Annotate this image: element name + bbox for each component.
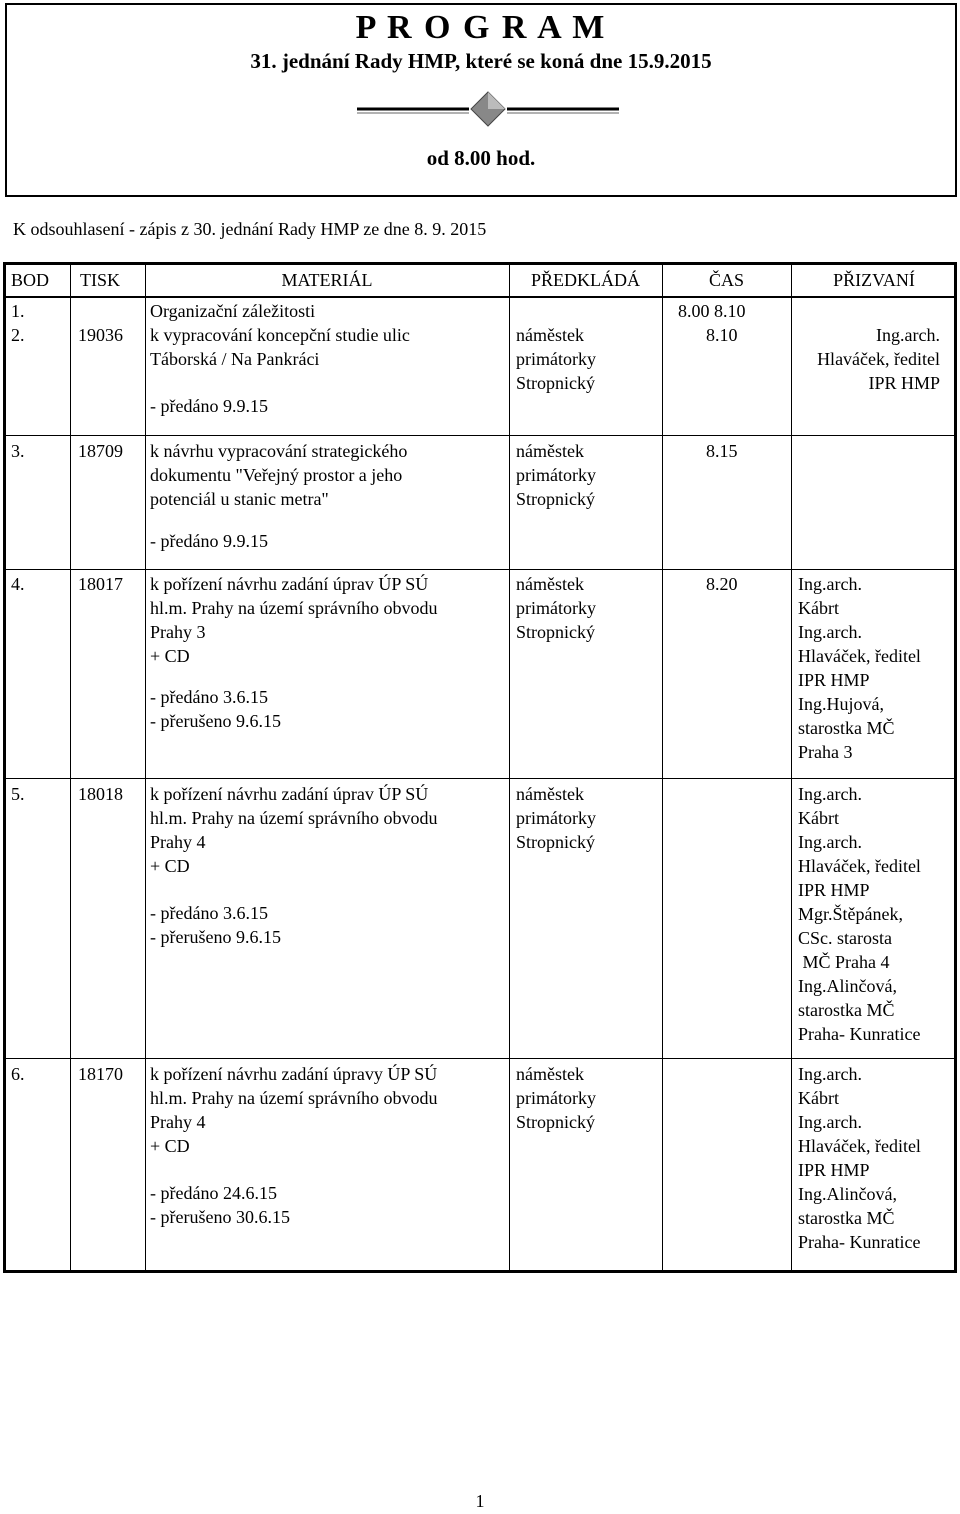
row-6-prizvani-line: Hlaváček, ředitel xyxy=(798,1136,921,1156)
row-6-handover: - předáno 24.6.15 xyxy=(150,1183,277,1203)
row-4-prizvani-line: IPR HMP xyxy=(798,670,870,690)
col-divider xyxy=(662,265,663,1270)
row-3-tisk: 18709 xyxy=(78,441,123,461)
row-2-cas: 8.10 xyxy=(706,325,738,345)
row-6-material-line: Prahy 4 xyxy=(150,1112,206,1132)
row-4-prizvani-line: Ing.Hujová, xyxy=(798,694,884,714)
program-header xyxy=(5,3,957,197)
row-4-prizvani-line: Kábrt xyxy=(798,598,839,618)
row-5-material-line: + CD xyxy=(150,856,190,876)
row-6-tisk: 18170 xyxy=(78,1064,123,1084)
row-5-predklada-line: primátorky xyxy=(516,808,596,828)
row-5-prizvani-line: Ing.arch. xyxy=(798,832,862,852)
row-6-prizvani-line: IPR HMP xyxy=(798,1160,870,1180)
page-number: 1 xyxy=(475,1491,485,1511)
row-5-material-line: Prahy 4 xyxy=(150,832,206,852)
meeting-subtitle: 31. jednání Rady HMP, které se koná dne 15.9.2015 xyxy=(250,49,712,73)
row-3-material-line: potenciál u stanic metra" xyxy=(150,489,329,509)
row-3-material-line: dokumentu "Veřejný prostor a jeho xyxy=(150,465,403,485)
row-4-material-line: Prahy 3 xyxy=(150,622,206,642)
row-5-prizvani-line: Hlaváček, ředitel xyxy=(798,856,921,876)
row-3-predklada-line: náměstek xyxy=(516,441,584,461)
row-2-handover: - předáno 9.9.15 xyxy=(150,396,268,416)
row-6-prizvani-line: Praha- Kunratice xyxy=(798,1232,921,1252)
row-5-tisk: 18018 xyxy=(78,784,123,804)
row-4-prizvani-line: Praha 3 xyxy=(798,742,853,762)
row-6-prizvani-line: Ing.Alinčová, xyxy=(798,1184,897,1204)
row-3-cas: 8.15 xyxy=(706,441,738,461)
row-6-prizvani-line: Kábrt xyxy=(798,1088,839,1108)
row-6-prizvani-line: Ing.arch. xyxy=(798,1112,862,1132)
row-4-prizvani-line: Ing.arch. xyxy=(798,574,862,594)
column-header-tisk: TISK xyxy=(80,270,120,290)
column-header-predklada: PŘEDKLÁDÁ xyxy=(530,270,640,290)
row-4-handover: - předáno 3.6.15 xyxy=(150,687,268,707)
program-title: P R O G R A M xyxy=(355,9,607,46)
row-6-predklada-line: náměstek xyxy=(516,1064,584,1084)
row-5-handover: - předáno 3.6.15 xyxy=(150,903,268,923)
row-5-material-line: k pořízení návrhu zadání úprav ÚP SÚ xyxy=(150,784,429,804)
row-2-prizvani-line: Ing.arch. xyxy=(876,325,940,345)
row-3-predklada-line: primátorky xyxy=(516,465,596,485)
divider-ornament xyxy=(357,90,619,128)
row-5-prizvani-line: IPR HMP xyxy=(798,880,870,900)
row-5-prizvani-line: Kábrt xyxy=(798,808,839,828)
row-2-prizvani-line: IPR HMP xyxy=(868,373,940,393)
row-5-predklada-line: náměstek xyxy=(516,784,584,804)
row-4-bod: 4. xyxy=(11,574,25,594)
header-divider xyxy=(6,296,954,298)
row-6-handover: - přerušeno 30.6.15 xyxy=(150,1207,290,1227)
column-header-prizvani: PŘIZVANÍ xyxy=(833,270,915,290)
row-5-prizvani-line: Praha- Kunratice xyxy=(798,1024,921,1044)
col-divider xyxy=(509,265,510,1270)
row-4-cas: 8.20 xyxy=(706,574,738,594)
row-1-cas: 8.00 8.10 xyxy=(678,301,746,321)
row-4-material-line: hl.m. Prahy na území správního obvodu xyxy=(150,598,438,618)
row-5-prizvani-line: MČ Praha 4 xyxy=(798,952,890,972)
row-6-prizvani-line: starostka MČ xyxy=(798,1208,895,1228)
row-6-material-line: k pořízení návrhu zadání úpravy ÚP SÚ xyxy=(150,1064,438,1084)
row-6-bod: 6. xyxy=(11,1064,25,1084)
row-6-predklada-line: primátorky xyxy=(516,1088,596,1108)
column-header-bod: BOD xyxy=(11,270,50,290)
row-5-bod: 5. xyxy=(11,784,25,804)
row-3-material-line: k návrhu vypracování strategického xyxy=(150,441,408,461)
row-4-prizvani-line: Hlaváček, ředitel xyxy=(798,646,921,666)
row-4-handover: - přerušeno 9.6.15 xyxy=(150,711,281,731)
col-divider xyxy=(145,265,146,1270)
row-5-material-line: hl.m. Prahy na území správního obvodu xyxy=(150,808,438,828)
row-1-material: Organizační záležitosti xyxy=(150,301,316,321)
row-5-prizvani-line: Ing.Alinčová, xyxy=(798,976,897,996)
column-header-material: MATERIÁL xyxy=(281,270,373,290)
row-6-prizvani-line: Ing.arch. xyxy=(798,1064,862,1084)
col-divider xyxy=(791,265,792,1270)
row-4-prizvani-line: starostka MČ xyxy=(798,718,895,738)
row-2-material-line: Táborská / Na Pankráci xyxy=(150,349,320,369)
row-2-tisk: 19036 xyxy=(78,325,123,345)
row-3-bod: 3. xyxy=(11,441,25,461)
row-divider xyxy=(6,778,954,779)
row-4-predklada-line: náměstek xyxy=(516,574,584,594)
row-6-predklada-line: Stropnický xyxy=(516,1112,595,1132)
row-6-material-line: hl.m. Prahy na území správního obvodu xyxy=(150,1088,438,1108)
approval-note: K odsouhlasení - zápis z 30. jednání Rady HMP ze dne 8. 9. 2015 xyxy=(13,219,487,239)
row-4-prizvani-line: Ing.arch. xyxy=(798,622,862,642)
row-5-prizvani-line: starostka MČ xyxy=(798,1000,895,1020)
start-time: od 8.00 hod. xyxy=(426,146,536,170)
row-2-bod: 2. xyxy=(11,325,25,345)
row-divider xyxy=(6,569,954,570)
row-2-material-line: k vypracování koncepční studie ulic xyxy=(150,325,410,345)
row-5-predklada-line: Stropnický xyxy=(516,832,595,852)
row-1-bod: 1. xyxy=(11,301,25,321)
row-4-predklada-line: primátorky xyxy=(516,598,596,618)
row-2-predklada-line: primátorky xyxy=(516,349,596,369)
row-4-tisk: 18017 xyxy=(78,574,123,594)
row-6-material-line: + CD xyxy=(150,1136,190,1156)
row-4-predklada-line: Stropnický xyxy=(516,622,595,642)
row-5-prizvani-line: CSc. starosta xyxy=(798,928,892,948)
agenda-table xyxy=(3,262,957,1273)
row-3-handover: - předáno 9.9.15 xyxy=(150,531,268,551)
row-3-predklada-line: Stropnický xyxy=(516,489,595,509)
row-5-handover: - přerušeno 9.6.15 xyxy=(150,927,281,947)
row-5-prizvani-line: Ing.arch. xyxy=(798,784,862,804)
row-5-prizvani-line: Mgr.Štěpánek, xyxy=(798,904,903,924)
row-divider xyxy=(6,435,954,436)
row-divider xyxy=(6,1058,954,1059)
row-4-material-line: k pořízení návrhu zadání úprav ÚP SÚ xyxy=(150,574,429,594)
row-4-material-line: + CD xyxy=(150,646,190,666)
col-divider xyxy=(70,265,71,1270)
row-2-predklada-line: náměstek xyxy=(516,325,584,345)
row-2-predklada-line: Stropnický xyxy=(516,373,595,393)
row-2-prizvani-line: Hlaváček, ředitel xyxy=(817,349,940,369)
column-header-cas: ČAS xyxy=(708,270,744,290)
